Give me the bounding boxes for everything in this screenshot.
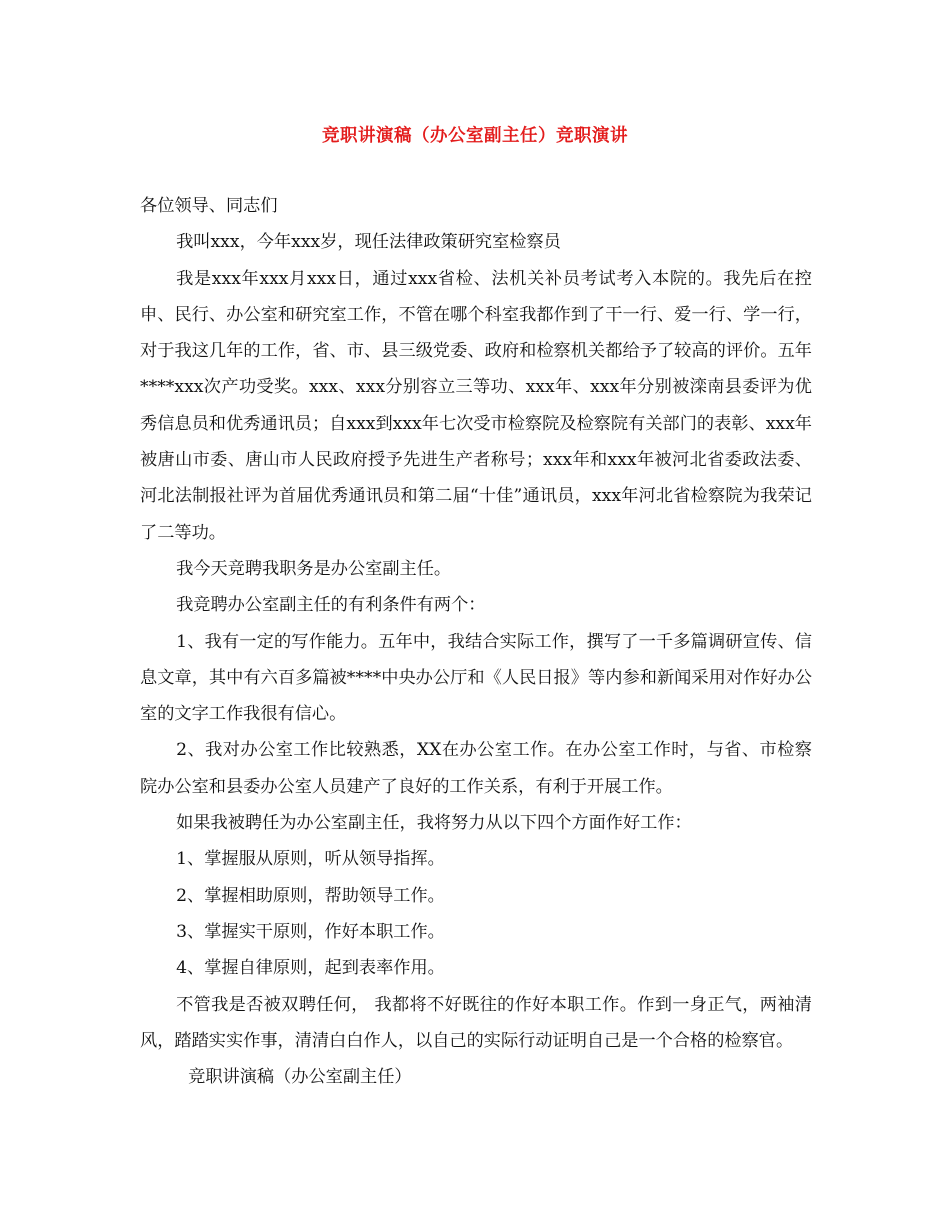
document-title: 竞职讲演稿（办公室副主任）竞职演讲 (322, 126, 628, 146)
paragraph-condition-2: 2、我对办公室工作比较熟悉，XX在办公室工作。在办公室工作时，与省、市检察院办公室和县委办公室人员建产了良好的工作关系，有利于开展工作。 (140, 740, 812, 797)
document-body (140, 188, 812, 1095)
paragraph-condition-1: 1、我有一定的写作能力。五年中，我结合实际工作，撰写了一千多篇调研宣传、信息文章，其中有六百多篇被****中央办公厅和《人民日报》等内参和新闻采用对作好办公室的文字工作我很有信心。 (140, 631, 812, 725)
plan-item-3: 3、掌握实干原则，作好本职工作。 (176, 921, 445, 942)
closing-title: 竞职讲演稿（办公室副主任） (188, 1067, 412, 1088)
paragraph-intro: 我叫xxx，今年xxx岁，现任法律政策研究室检察员 (176, 232, 561, 253)
plan-item-4: 4、掌握自律原则，起到表率作用。 (176, 958, 445, 979)
plan-item-1: 1、掌握服从原则，听从领导指挥。 (176, 849, 445, 870)
paragraph-plan: 如果我被聘任为办公室副主任，我将努力从以下四个方面作好工作： (176, 813, 692, 834)
paragraph-position: 我今天竞聘我职务是办公室副主任。 (176, 558, 452, 579)
paragraph-conditions: 我竞聘办公室副主任的有利条件有两个： (176, 595, 486, 616)
plan-item-2: 2、掌握相助原则，帮助领导工作。 (176, 885, 445, 906)
paragraph-experience: 我是xxx年xxx月xxx日，通过xxx省检、法机关补员考试考入本院的。我先后在控申、民行、办公室和研究室工作，不管在哪个科室我都作到了干一行、爱一行、学一行，对于我这几年的工作，省、市、县三级党委、政府和检察机关都给予了较高的评价。五年****xxx次产功受奖。xxx、xxx分别容立三等功、xxx年、xxx年分别被滦南县委评为优秀信息员和优秀通讯员；自xxx到xxx年七次受市检察院及检察院有关部门的表彰、xxx年被唐山市委、唐山市人民政府授予先进生产者称号；xxx年和xxx年被河北省委政法委、河北法制报社评为首届优秀通讯员和第二届“十佳”通讯员，xxx年河北省检察院为我荣记了二等功。 (140, 268, 813, 543)
salutation: 各位领导、同志们 (140, 196, 278, 216)
paragraph-conclusion: 不管我是否被双聘任何， 我都将不好既往的作好本职工作。作到一身正气，两袖清风，踏踏实实作事，清清白白作人，以自己的实际行动证明自己是一个合格的检察官。 (140, 994, 812, 1051)
